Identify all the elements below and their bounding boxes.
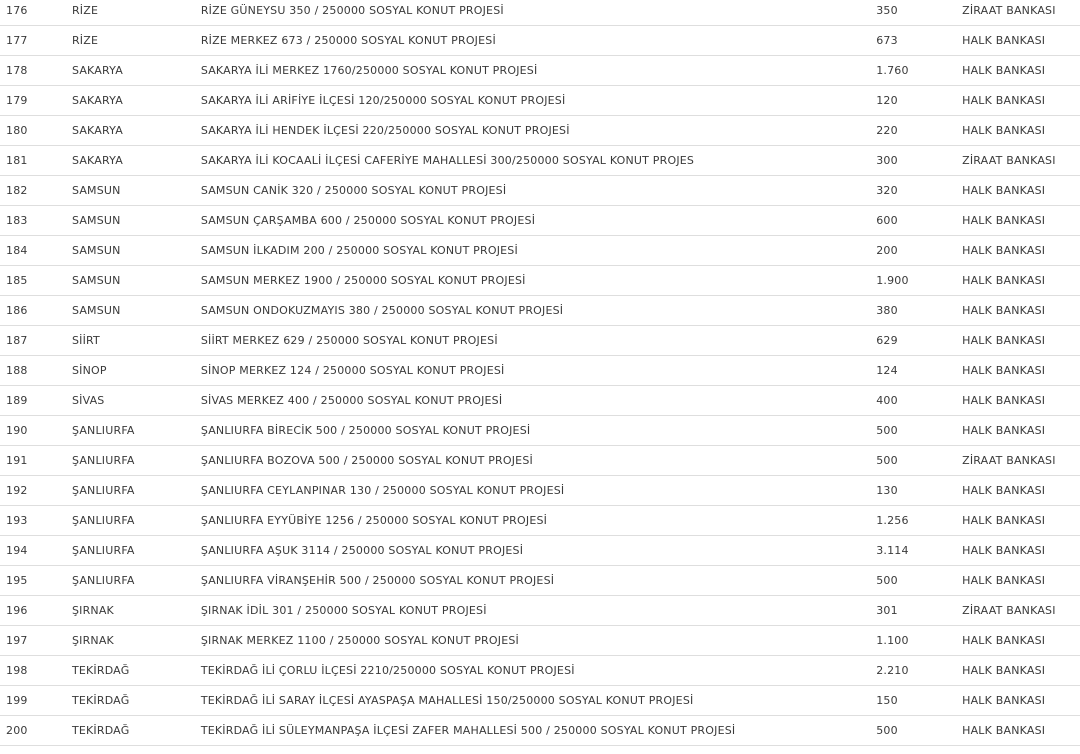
city-name: SAKARYA — [71, 94, 123, 107]
city-name: ŞANLIURFA — [71, 484, 135, 497]
row-number: 186 — [6, 304, 28, 317]
project-name: TEKİRDAĞ İLİ SÜLEYMANPAŞA İLÇESİ ZAFER MAHALLESİ 500 / 250000 SOSYAL KONUT PROJESİ — [200, 724, 736, 737]
row-number: 195 — [6, 574, 28, 587]
housing-count: 1.100 — [876, 634, 909, 647]
city-name: SAMSUN — [71, 184, 121, 197]
table-row — [0, 266, 1080, 296]
housing-count: 301 — [876, 604, 898, 617]
project-name: ŞANLIURFA BİRECİK 500 / 250000 SOSYAL KONUT PROJESİ — [200, 424, 531, 437]
city-name: ŞANLIURFA — [71, 514, 135, 527]
row-number: 180 — [6, 124, 28, 137]
bank-name: HALK BANKASI — [962, 484, 1046, 497]
project-name: ŞANLIURFA CEYLANPINAR 130 / 250000 SOSYAL KONUT PROJESİ — [200, 484, 565, 497]
project-name: ŞANLIURFA BOZOVA 500 / 250000 SOSYAL KONUT PROJESİ — [200, 454, 533, 467]
project-name: ŞANLIURFA AŞUK 3114 / 250000 SOSYAL KONUT PROJESİ — [200, 544, 524, 557]
project-name: SAMSUN ONDOKUZMAYIS 380 / 250000 SOSYAL KONUT PROJESİ — [200, 304, 564, 317]
table-row — [0, 296, 1080, 326]
city-name: ŞANLIURFA — [71, 544, 135, 557]
project-name: RİZE GÜNEYSU 350 / 250000 SOSYAL KONUT PROJESİ — [200, 4, 504, 17]
housing-count: 350 — [876, 4, 898, 17]
row-number: 178 — [6, 64, 28, 77]
project-name: SAMSUN MERKEZ 1900 / 250000 SOSYAL KONUT PROJESİ — [200, 274, 526, 287]
table-row — [0, 86, 1080, 116]
table-row — [0, 476, 1080, 506]
housing-count: 500 — [876, 424, 898, 437]
bank-name: HALK BANKASI — [962, 334, 1046, 347]
project-name: ŞIRNAK MERKEZ 1100 / 250000 SOSYAL KONUT PROJESİ — [200, 634, 519, 647]
housing-count: 1.760 — [876, 64, 909, 77]
project-name: TEKİRDAĞ İLİ SARAY İLÇESİ AYASPAŞA MAHALLESİ 150/250000 SOSYAL KONUT PROJESİ — [200, 694, 694, 707]
city-name: SİVAS — [71, 394, 105, 407]
row-number: 183 — [6, 214, 28, 227]
table-row — [0, 716, 1080, 746]
housing-count: 220 — [876, 124, 898, 137]
row-number: 189 — [6, 394, 28, 407]
housing-count: 130 — [876, 484, 898, 497]
table-row — [0, 656, 1080, 686]
city-name: SAMSUN — [71, 304, 121, 317]
housing-count: 600 — [876, 214, 898, 227]
housing-count: 120 — [876, 94, 898, 107]
housing-count: 400 — [876, 394, 898, 407]
project-name: RİZE MERKEZ 673 / 250000 SOSYAL KONUT PROJESİ — [200, 34, 496, 47]
row-number: 177 — [6, 34, 28, 47]
bank-name: HALK BANKASI — [962, 274, 1046, 287]
row-number: 176 — [6, 4, 28, 17]
table-row — [0, 566, 1080, 596]
housing-count: 2.210 — [876, 664, 909, 677]
housing-count: 200 — [876, 244, 898, 257]
bank-name: HALK BANKASI — [962, 694, 1046, 707]
table-row — [0, 536, 1080, 566]
housing-count: 300 — [876, 154, 898, 167]
project-name: SİİRT MERKEZ 629 / 250000 SOSYAL KONUT PROJESİ — [200, 334, 498, 347]
city-name: SİİRT — [71, 334, 100, 347]
housing-count: 500 — [876, 724, 898, 737]
city-name: ŞANLIURFA — [71, 424, 135, 437]
housing-count: 500 — [876, 574, 898, 587]
bank-name: HALK BANKASI — [962, 664, 1046, 677]
project-name: ŞANLIURFA VİRANŞEHİR 500 / 250000 SOSYAL KONUT PROJESİ — [200, 574, 555, 587]
row-number: 199 — [6, 694, 28, 707]
city-name: SAKARYA — [71, 124, 123, 137]
bank-name: HALK BANKASI — [962, 574, 1046, 587]
city-name: TEKİRDAĞ — [71, 694, 130, 707]
city-name: SAMSUN — [71, 244, 121, 257]
housing-count: 380 — [876, 304, 898, 317]
table-row — [0, 626, 1080, 656]
project-name: SAKARYA İLİ HENDEK İLÇESİ 220/250000 SOSYAL KONUT PROJESİ — [200, 124, 570, 137]
city-name: TEKİRDAĞ — [71, 724, 130, 737]
row-number: 200 — [6, 724, 28, 737]
bank-name: HALK BANKASI — [962, 424, 1046, 437]
project-name: SAKARYA İLİ ARİFİYE İLÇESİ 120/250000 SOSYAL KONUT PROJESİ — [200, 94, 566, 107]
housing-count: 124 — [876, 364, 898, 377]
project-name: SİNOP MERKEZ 124 / 250000 SOSYAL KONUT PROJESİ — [200, 364, 505, 377]
row-number: 197 — [6, 634, 28, 647]
bank-name: HALK BANKASI — [962, 364, 1046, 377]
city-name: ŞANLIURFA — [71, 574, 135, 587]
row-number: 179 — [6, 94, 28, 107]
housing-count: 150 — [876, 694, 898, 707]
bank-name: ZİRAAT BANKASI — [962, 154, 1056, 167]
city-name: RİZE — [71, 34, 99, 47]
project-name: TEKİRDAĞ İLİ ÇORLU İLÇESİ 2210/250000 SOSYAL KONUT PROJESİ — [200, 664, 575, 677]
row-number: 193 — [6, 514, 28, 527]
project-name: SAMSUN ÇARŞAMBA 600 / 250000 SOSYAL KONUT PROJESİ — [200, 214, 536, 227]
row-number: 181 — [6, 154, 28, 167]
housing-count: 3.114 — [876, 544, 909, 557]
table-row — [0, 176, 1080, 206]
row-number: 184 — [6, 244, 28, 257]
row-number: 188 — [6, 364, 28, 377]
table-row — [0, 596, 1080, 626]
table-row — [0, 446, 1080, 476]
bank-name: HALK BANKASI — [962, 544, 1046, 557]
bank-name: ZİRAAT BANKASI — [962, 4, 1056, 17]
row-number: 191 — [6, 454, 28, 467]
table-row — [0, 326, 1080, 356]
housing-count: 1.256 — [876, 514, 909, 527]
bank-name: HALK BANKASI — [962, 214, 1046, 227]
housing-count: 629 — [876, 334, 898, 347]
bank-name: HALK BANKASI — [962, 124, 1046, 137]
project-name: SAKARYA İLİ KOCAALİ İLÇESİ CAFERİYE MAHALLESİ 300/250000 SOSYAL KONUT PROJES — [200, 154, 695, 167]
bank-name: HALK BANKASI — [962, 94, 1046, 107]
table-row — [0, 236, 1080, 266]
city-name: SAKARYA — [71, 64, 123, 77]
city-name: SAKARYA — [71, 154, 123, 167]
row-number: 187 — [6, 334, 28, 347]
row-number: 192 — [6, 484, 28, 497]
bank-name: HALK BANKASI — [962, 34, 1046, 47]
city-name: ŞANLIURFA — [71, 454, 135, 467]
table-row — [0, 26, 1080, 56]
housing-count: 320 — [876, 184, 898, 197]
bank-name: HALK BANKASI — [962, 724, 1046, 737]
project-name: SİVAS MERKEZ 400 / 250000 SOSYAL KONUT PROJESİ — [200, 394, 503, 407]
table-row — [0, 686, 1080, 716]
housing-count: 673 — [876, 34, 898, 47]
row-number: 190 — [6, 424, 28, 437]
row-number: 182 — [6, 184, 28, 197]
housing-count: 1.900 — [876, 274, 909, 287]
row-number: 198 — [6, 664, 28, 677]
bank-name: HALK BANKASI — [962, 64, 1046, 77]
city-name: SAMSUN — [71, 214, 121, 227]
table-row — [0, 386, 1080, 416]
table-row — [0, 416, 1080, 446]
bank-name: ZİRAAT BANKASI — [962, 454, 1056, 467]
bank-name: HALK BANKASI — [962, 634, 1046, 647]
city-name: SAMSUN — [71, 274, 121, 287]
project-name: SAMSUN CANİK 320 / 250000 SOSYAL KONUT PROJESİ — [200, 184, 507, 197]
project-name: ŞIRNAK İDİL 301 / 250000 SOSYAL KONUT PROJESİ — [200, 604, 487, 617]
row-number: 194 — [6, 544, 28, 557]
housing-count: 500 — [876, 454, 898, 467]
city-name: ŞIRNAK — [71, 604, 114, 617]
project-name: ŞANLIURFA EYYÜBİYE 1256 / 250000 SOSYAL KONUT PROJESİ — [200, 514, 548, 527]
bank-name: HALK BANKASI — [962, 184, 1046, 197]
table-row — [0, 116, 1080, 146]
city-name: TEKİRDAĞ — [71, 664, 130, 677]
table-row — [0, 56, 1080, 86]
table-row — [0, 506, 1080, 536]
row-number: 185 — [6, 274, 28, 287]
city-name: SİNOP — [71, 364, 107, 377]
table-row — [0, 206, 1080, 236]
bank-name: HALK BANKASI — [962, 394, 1046, 407]
project-name: SAMSUN İLKADIM 200 / 250000 SOSYAL KONUT PROJESİ — [200, 244, 518, 257]
city-name: RİZE — [71, 4, 99, 17]
bank-name: HALK BANKASI — [962, 514, 1046, 527]
bank-name: HALK BANKASI — [962, 244, 1046, 257]
city-name: ŞIRNAK — [71, 634, 114, 647]
project-name: SAKARYA İLİ MERKEZ 1760/250000 SOSYAL KONUT PROJESİ — [200, 64, 538, 77]
table-row — [0, 0, 1080, 26]
bank-name: HALK BANKASI — [962, 304, 1046, 317]
table-row — [0, 356, 1080, 386]
bank-name: ZİRAAT BANKASI — [962, 604, 1056, 617]
row-number: 196 — [6, 604, 28, 617]
table-row — [0, 146, 1080, 176]
